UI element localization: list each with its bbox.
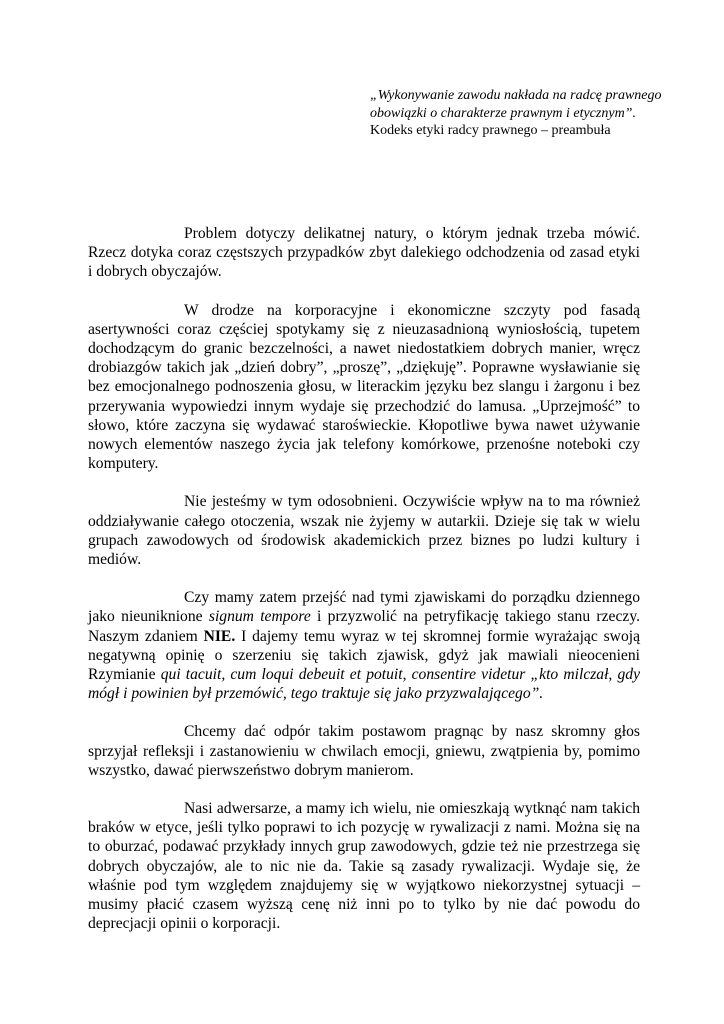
epigraph-quote: „Wykonywanie zawodu nakłada na radcę prawnego obowiązki o charakterze prawnym i etycznym”. [370, 88, 662, 121]
document-body [88, 224, 640, 953]
paragraph-4-part-c: i przyzwolić na petryfikację takiego stanu rzeczy. Naszym zdaniem [88, 608, 640, 645]
paragraph-4-latin-term: signum tempore [208, 608, 311, 626]
paragraph-3: Nie jesteśmy w tym odosobnieni. Oczywiście wpływ na to ma również oddziaływanie całego otoczenia, wszak nie żyjemy w autarkii. Dzieje się tak w wielu grupach zawodowych od środowisk akademickich przez biznes po ludzi kultury i mediów. [88, 493, 640, 569]
epigraph-source: Kodeks etyki radcy prawnego – preambuła [370, 123, 611, 138]
paragraph-4-emphasis: NIE. [203, 627, 236, 645]
paragraph-4-latin-quote: qui tacuit, cum loqui debeuit et potuit, consentire videtur „kto milczał, gdy mógł i powinien był przemówić, tego traktuje się jako przyzwalającego”. [88, 666, 641, 703]
paragraph-5: Chcemy dać odpór takim postawom pragnąc by nasz skromny głos sprzyjał refleksji i zastanowieniu w chwilach emocji, gniewu, zwątpienia by, pomimo wszystko, dawać pierwszeństwo dobrym manierom. [88, 723, 640, 779]
paragraph-2: W drodze na korporacyjne i ekonomiczne szczyty pod fasadą asertywności coraz częściej spotykamy się z nieuzasadnioną wyniosłością, tupetem dochodzącym do granic bezczelności, a nawet niedostatkiem dobrych manier, wręcz drobiazgów takich jak „dzień dobry”, „proszę”, „dziękuję”. Poprawne wysławianie się bez emocjonalnego podnoszenia głosu, w literackim języku bez slangu i żargonu i bez przerywania wypowiedzi innym wydaje się przechodzić do lamusa. „Uprzejmość” to słowo, które zaczyna się wydawać staroświeckie. Kłopotliwe bywa nawet używanie nowych elementów naszego życia jak telefony komórkowe, przenośne noteboki czy komputery. [88, 301, 640, 473]
paragraph-4-part-a: Czy mamy zatem przejść nad tymi zjawiskami do porządku dziennego jako nieuniknione [88, 589, 640, 626]
paragraph-1: Problem dotyczy delikatnej natury, o którym jednak trzeba mówić. Rzecz dotyka coraz częstszych przypadków zbyt dalekiego odchodzenia od zasad etyki i dobrych obyczajów. [88, 225, 640, 281]
paragraph-6: Nasi adwersarze, a mamy ich wielu, nie omieszkają wytknąć nam takich braków w etyce, jeśli tylko poprawi to ich pozycję w rywalizacji z nami. Można się na to oburzać, podawać przykłady innych grup zawodowych, gdzie też nie przestrzega się dobrych obyczajów, ale to nic nie da. Takie są zasady rywalizacji. Wydaje się, że właśnie pod tym względem znajdujemy się w wyjątkowo niekorzystnej sytuacji – musimy płacić czasem wyższą cenę niż inni po to tylko by nie dać powodu do deprecjacji opinii o korporacji. [88, 800, 640, 933]
paragraph-4 [88, 588, 640, 703]
paragraph-4-part-e: I dajemy temu wyraz w tej skromnej formie wyrażając swoją negatywną opinię o szerzeniu się takich zjawisk, gdyż jak mawiali nieocenieni Rzymianie [88, 627, 640, 684]
epigraph [370, 87, 670, 140]
